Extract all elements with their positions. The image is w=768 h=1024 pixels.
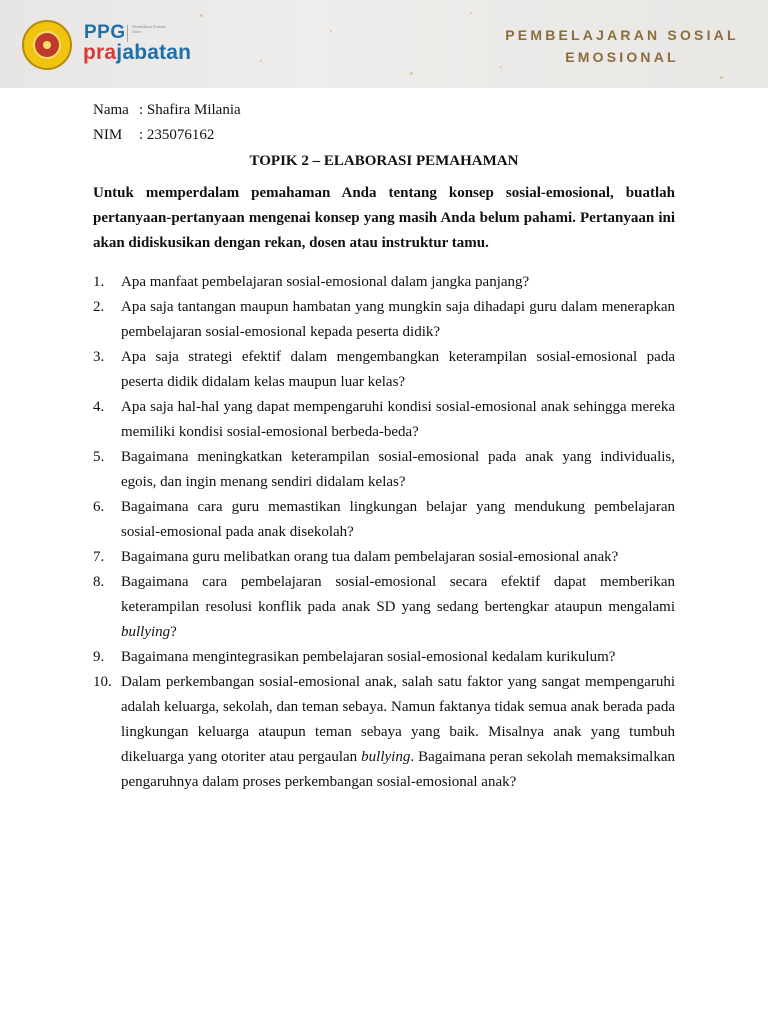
- question-text-end: ?: [170, 624, 177, 640]
- question-item: [93, 570, 675, 645]
- ppg-logo-subtext: Pendidikan Profesi Guru: [132, 24, 166, 34]
- question-item: [93, 295, 675, 345]
- question-text: Apa saja tantangan maupun hambatan yang mungkin saja dihadapi guru dalam menerapkan pembelajaran sosial-emosional kepada peserta didik?: [121, 299, 675, 340]
- nim-value: : 235076162: [139, 127, 215, 143]
- document-body: [93, 98, 675, 795]
- prajabatan-prefix: pra: [83, 41, 117, 64]
- nim-label: NIM: [93, 127, 123, 143]
- question-item: [93, 645, 675, 670]
- banner-title-line1: PEMBELAJARAN SOSIAL: [505, 27, 739, 43]
- banner-title-line2: EMOSIONAL: [565, 49, 679, 65]
- name-row: [93, 98, 675, 123]
- question-number: 7.: [93, 549, 105, 565]
- question-number: 4.: [93, 399, 105, 415]
- question-number: 8.: [93, 574, 105, 590]
- question-text: Apa saja strategi efektif dalam mengembangkan keterampilan sosial-emosional pada peserta didik didalam kelas maupun luar kelas?: [121, 349, 675, 390]
- question-text: Apa saja hal-hal yang dapat mempengaruhi kondisi sosial-emosional anak sehingga mereka memiliki kondisi sosial-emosional berbeda-beda?: [121, 399, 675, 440]
- question-number: 3.: [93, 349, 105, 365]
- question-item: [93, 670, 675, 795]
- topic-heading: TOPIK 2 – ELABORASI PEMAHAMAN: [249, 153, 519, 169]
- question-text: Bagaimana guru melibatkan orang tua dalam pembelajaran sosial-emosional anak?: [121, 549, 619, 565]
- question-number: 10.: [93, 674, 112, 690]
- decor-dot: [200, 14, 203, 17]
- prajabatan-logo: [83, 41, 191, 65]
- question-italic-term: bullying: [121, 624, 171, 640]
- decor-dot: [330, 30, 332, 32]
- question-item: [93, 345, 675, 395]
- question-item: [93, 545, 675, 570]
- question-number: 5.: [93, 449, 105, 465]
- decor-dot: [720, 76, 723, 79]
- question-text-end: . Bagaimana peran sekolah memaksimalkan pengaruhnya dalam proses perkembangan sosial-emosional anak?: [121, 749, 675, 790]
- prajabatan-rest: jabatan: [116, 41, 192, 64]
- decor-dot: [410, 72, 413, 75]
- question-item: [93, 395, 675, 445]
- banner-title: [502, 24, 742, 68]
- question-number: 9.: [93, 649, 105, 665]
- university-seal-icon: [22, 20, 72, 70]
- question-number: 6.: [93, 499, 105, 515]
- question-list: [93, 270, 675, 795]
- page-header: [0, 0, 768, 88]
- question-text: Apa manfaat pembelajaran sosial-emosional dalam jangka panjang?: [121, 274, 530, 290]
- question-item: [93, 495, 675, 545]
- question-item: [93, 445, 675, 495]
- question-text: Bagaimana meningkatkan keterampilan sosial-emosional pada anak yang individualis, egois, dan ingin menang sendiri didalam kelas?: [121, 449, 675, 490]
- decor-dot: [260, 60, 262, 62]
- question-number: 1.: [93, 274, 105, 290]
- ppg-logo-text: PPG: [84, 22, 126, 43]
- logo-divider: [127, 25, 128, 42]
- question-italic-term: bullying: [361, 749, 411, 765]
- decor-dot: [470, 12, 472, 14]
- question-text: Dalam perkembangan sosial-emosional anak, salah satu faktor yang sangat mempengaruhi adalah keluarga, sekolah, dan teman sebaya. Namun faktanya tidak semua anak berada pada lingkungan keluarga ataupun teman sebaya yang baik. Misalnya anak yang tumbuh dikeluarga yang otoriter atau pergaulan: [121, 674, 675, 765]
- name-label: Nama: [93, 102, 129, 118]
- nim-row: [93, 123, 675, 148]
- question-text: Bagaimana cara pembelajaran sosial-emosional secara efektif dapat memberikan keterampilan resolusi konflik pada anak SD yang sedang bertengkar ataupun mengalami: [121, 574, 675, 615]
- question-number: 2.: [93, 299, 105, 315]
- name-value: : Shafira Milania: [139, 102, 241, 118]
- question-item: [93, 270, 675, 295]
- question-text: Bagaimana cara guru memastikan lingkungan belajar yang mendukung pembelajaran sosial-emosional pada anak disekolah?: [121, 499, 675, 540]
- instruction-paragraph: Untuk memperdalam pemahaman Anda tentang konsep sosial-emosional, buatlah pertanyaan-pertanyaan mengenai konsep yang masih Anda belum pahami. Pertanyaan ini akan didiskusikan dengan rekan, dosen atau instruktur tamu.: [93, 185, 675, 251]
- question-text: Bagaimana mengintegrasikan pembelajaran sosial-emosional kedalam kurikulum?: [121, 649, 616, 665]
